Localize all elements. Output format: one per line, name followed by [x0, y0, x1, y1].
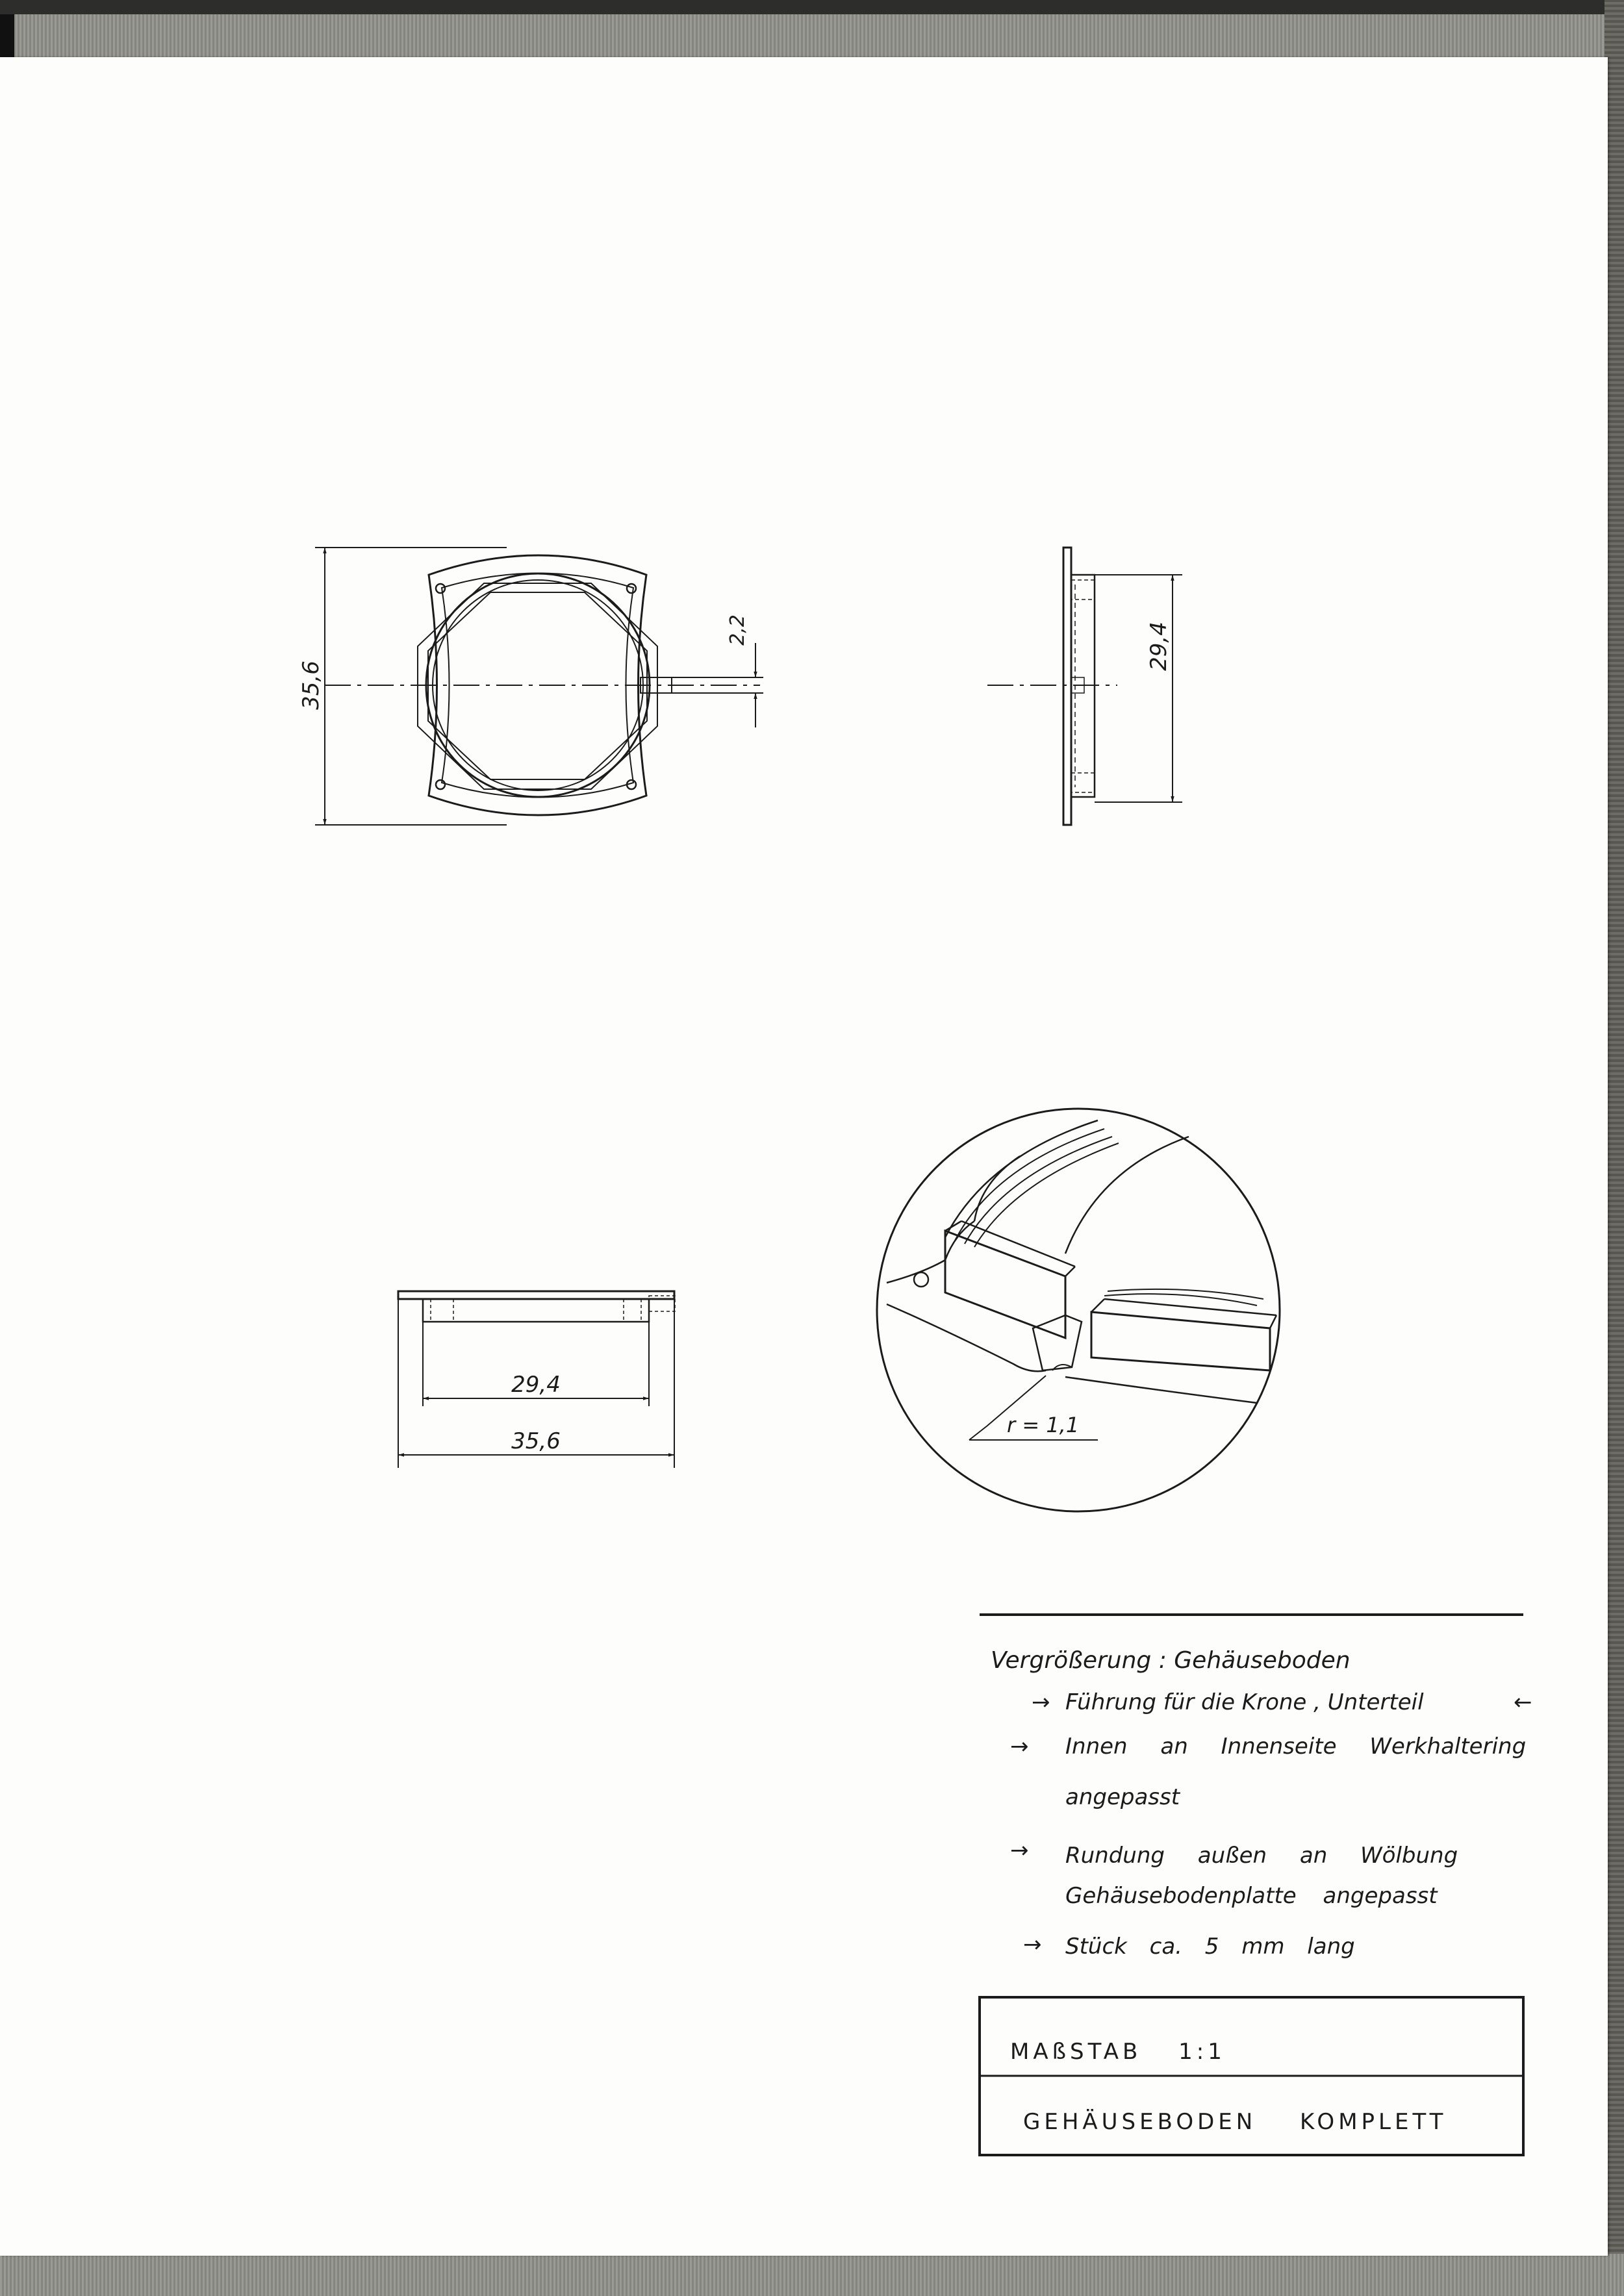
- detail-view: [877, 1109, 1280, 1511]
- detail-ring-band-4: [974, 1143, 1119, 1247]
- notes-line-1: Führung für die Krone , Unterteil: [1065, 1689, 1424, 1715]
- detail-right-ring-line-1: [1104, 1294, 1257, 1306]
- top-view: [315, 548, 763, 825]
- title-block-scale: MAßSTAB 1:1: [1010, 2039, 1226, 2065]
- detail-radius-label: r = 1,1: [1007, 1413, 1080, 1437]
- title-block-title: GEHÄUSEBODEN KOMPLETT: [1023, 2109, 1447, 2135]
- notes-line-3a: Rundung außen an Wölbung: [1065, 1843, 1458, 1869]
- screw-hole-top-left: [436, 584, 445, 593]
- notes-section: [980, 1615, 1532, 1960]
- detail-left-block-side: [1065, 1267, 1075, 1276]
- top-view-height-label: 35,6: [298, 661, 324, 710]
- detail-right-block-top-3: [1270, 1315, 1276, 1328]
- screw-hole-top-right: [627, 584, 636, 593]
- detail-screw-hole: [914, 1272, 928, 1287]
- detail-right-block: [1091, 1312, 1270, 1370]
- arrow-icon-line-2: →: [1010, 1734, 1029, 1760]
- detail-right-plate-edge: [1065, 1377, 1257, 1403]
- notes-line-2a: Innen an Innenseite Werkhaltering: [1065, 1734, 1527, 1760]
- detail-right-block-top-2: [1104, 1299, 1276, 1315]
- notes-heading: Vergrößerung : Gehäuseboden: [991, 1647, 1351, 1674]
- arrow-icon-line-3: →: [1010, 1837, 1029, 1863]
- detail-dome-arc: [1065, 1137, 1189, 1254]
- notes-line-3b: Gehäusebodenplatte angepasst: [1065, 1883, 1438, 1909]
- section-inner-diameter-label: 29,4: [511, 1372, 561, 1398]
- section-ring: [423, 1299, 649, 1322]
- notes-line-4: Stück ca. 5 mm lang: [1065, 1934, 1355, 1960]
- arrow-icon-line-1: →: [1032, 1689, 1050, 1715]
- crown-guide-width-label: 2,2: [726, 614, 749, 646]
- section-outer-diameter-label: 35,6: [511, 1428, 561, 1454]
- side-view: [987, 548, 1182, 825]
- side-plate: [1063, 548, 1071, 825]
- detail-plate-edge-lower: [887, 1304, 1046, 1371]
- arrow-left-icon-line-1: ←: [1514, 1689, 1532, 1715]
- notes-line-2b: angepasst: [1065, 1784, 1180, 1810]
- title-block: [980, 1997, 1523, 2155]
- screw-hole-bottom-left: [436, 780, 445, 789]
- detail-crown-guide: [1033, 1315, 1082, 1370]
- section-plate: [398, 1291, 674, 1299]
- detail-right-block-top-1: [1091, 1299, 1104, 1312]
- side-view-diameter-label: 29,4: [1146, 622, 1172, 671]
- arrow-icon-line-4: →: [1023, 1932, 1042, 1958]
